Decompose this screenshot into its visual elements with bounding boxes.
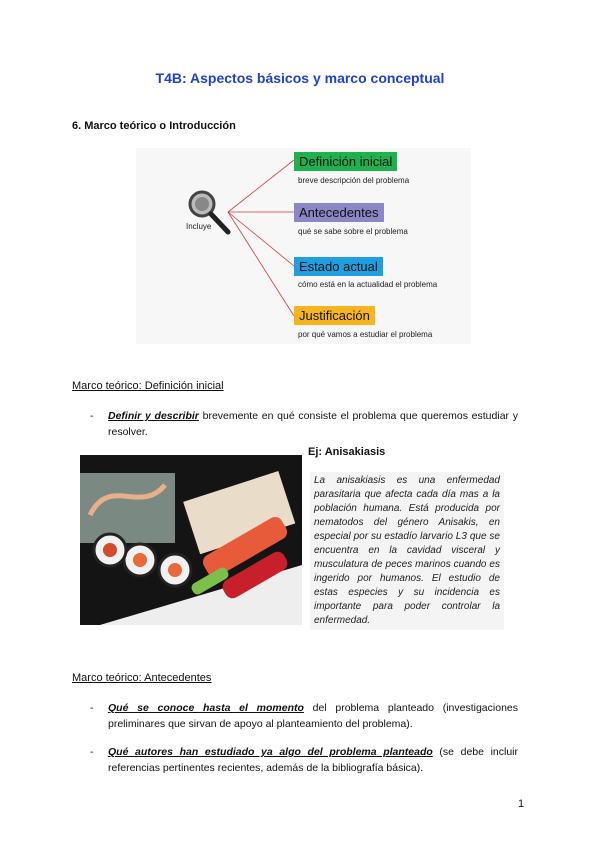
desc-antecedentes: qué se sabe sobre el problema (298, 227, 408, 236)
section-heading: 6. Marco teórico o Introducción (72, 120, 236, 132)
sushi-photo (80, 455, 302, 625)
box-antecedentes: Antecedentes (294, 203, 384, 222)
bullet-definicion: - Definir y describir brevemente en qué consiste el problema que queremos estudiar y resolver. (90, 410, 518, 438)
heading-antecedentes: Marco teórico: Antecedentes (72, 672, 212, 684)
heading-definicion: Marco teórico: Definición inicial (72, 380, 224, 392)
bullet-definicion-em: Definir y describir (108, 410, 199, 422)
box-estado-actual: Estado actual (294, 257, 383, 276)
sushi-illustration (80, 455, 302, 625)
box-justificacion: Justificación (294, 306, 375, 325)
box-definicion: Definición inicial (294, 152, 397, 171)
example-text: La anisakiasis es una enfermedad parasitaria que afecta cada día mas a la población humana. Está producida por nematodos del género Anisakis, en especial por su estadío larvario L3 que se encuentra en la cavidad visceral y musculatura de peces marinos cuando es ingerido por humanos. El estudio de estas especies y su incidencia es importante para poder controlar la enfermedad. (310, 472, 504, 630)
bullet-definicion-rest: brevemente en qué consiste el problema que queremos estudiar y resolver. (108, 410, 518, 438)
desc-definicion: breve descripción del problema (298, 176, 410, 185)
desc-justificacion: por qué vamos a estudiar el problema (298, 330, 433, 339)
diagram-center-label: Incluye (186, 222, 212, 231)
example-title: Ej: Anisakiasis (308, 446, 386, 458)
desc-estado-actual: cómo está en la actualidad el problema (298, 280, 438, 289)
bullet-antecedentes-2: - Qué autores han estudiado ya algo del problema planteado (se debe incluir referencias pertinentes recientes, además de la bibliografía básica). (90, 746, 519, 774)
concept-diagram (136, 148, 471, 344)
page-number: 1 (518, 798, 525, 810)
bullet-antecedentes-1-rest: del problema planteado (investigaciones preliminares que sirvan de apoyo al planteamiento del problema). (108, 702, 518, 730)
bullet-antecedentes-1-em: Qué se conoce hasta el momento (108, 702, 304, 714)
page-title: T4B: Aspectos básicos y marco conceptual (155, 70, 445, 86)
bullet-antecedentes-2-rest: (se debe incluir referencias pertinentes recientes, además de la bibliografía básica). (108, 746, 519, 774)
bullet-antecedentes-2-em: Qué autores han estudiado ya algo del problema planteado (108, 746, 433, 758)
bullet-antecedentes-1: - Qué se conoce hasta el momento del problema planteado (investigaciones preliminares que sirvan de apoyo al planteamiento del problema). (90, 702, 518, 730)
